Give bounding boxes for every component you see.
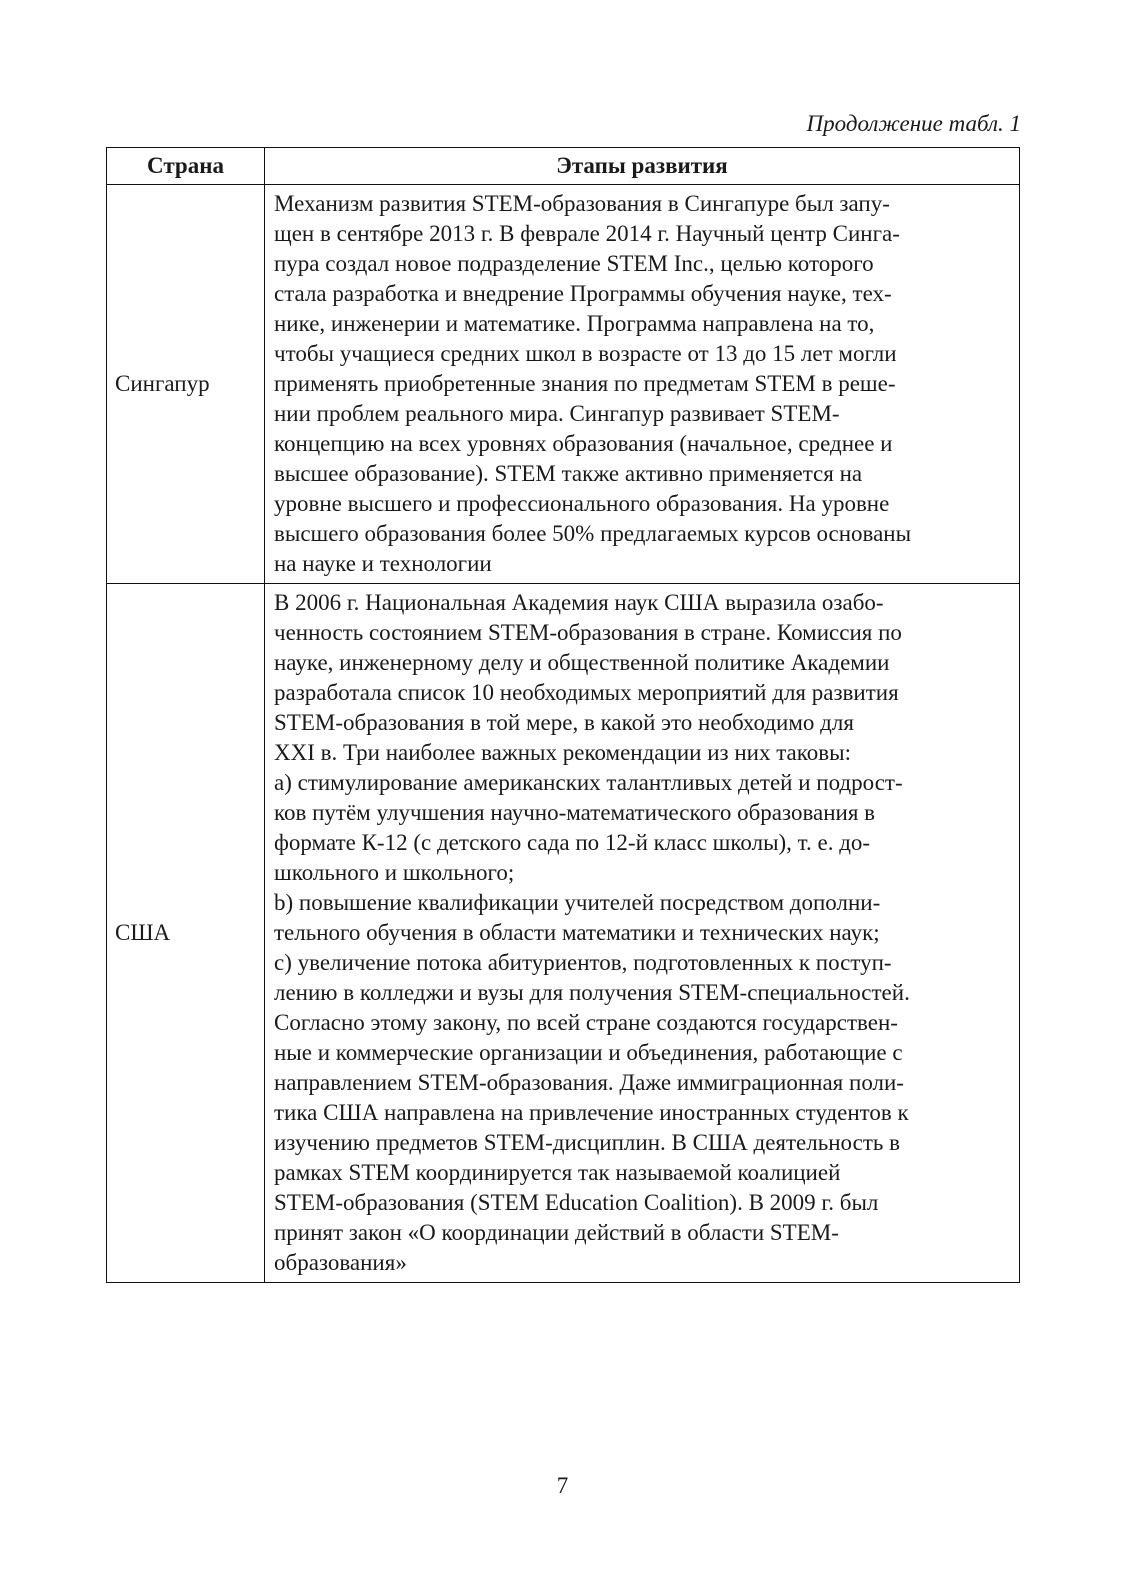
table-body <box>107 185 1020 1283</box>
stages-text-line: применять приобретенные знания по предметам STEM в реше- <box>274 371 896 396</box>
stages-text-line: Согласно этому закону, по всей стране создаются государствен- <box>274 1010 898 1035</box>
stages-text-line: направлением STEM-образования. Даже иммиграционная поли- <box>274 1070 904 1095</box>
table-caption: Продолжение табл. 1 <box>806 111 1021 136</box>
stages-text-line: а) стимулирование американских талантливых детей и подрост- <box>274 770 903 795</box>
stages-text-line: STEM-образования (STEM Education Coalition). В 2009 г. был <box>274 1190 879 1215</box>
stages-text-line: принят закон «О координации действий в области STEM- <box>274 1220 839 1245</box>
stages-text-line: изучению предметов STEM-дисциплин. В США деятельность в <box>274 1130 900 1155</box>
stages-text-line: рамках STEM координируется так называемой коалицией <box>274 1160 841 1185</box>
page-number: 7 <box>556 1473 569 1498</box>
table-header-row <box>107 148 1020 185</box>
stages-text-line: щен в сентябре 2013 г. В феврале 2014 г. Научный центр Синга- <box>274 221 900 246</box>
stages-text-line: науке, инженерному делу и общественной политике Академии <box>274 650 890 675</box>
stages-text-line: пура создал новое подразделение STEM Inc., целью которого <box>274 251 874 276</box>
stages-text-line: c) увеличение потока абитуриентов, подготовленных к поступ- <box>274 950 892 975</box>
stages-cell <box>265 584 1020 1283</box>
stages-text-line: ков путём улучшения научно-математического образования в <box>274 800 876 825</box>
stages-text-line: тика США направлена на привлечение иностранных студентов к <box>274 1100 909 1125</box>
stages-cell <box>265 185 1020 584</box>
header-stages: Этапы развития <box>265 148 1020 185</box>
stages-text-line: В 2006 г. Национальная Академия наук США выразила озабо- <box>274 590 884 615</box>
stages-text-line: высшего образования более 50% предлагаемых курсов основаны <box>274 521 912 546</box>
stages-text-line: лению в колледжи и вузы для получения STEM-специальностей. <box>274 980 910 1005</box>
stages-text-line: образования» <box>274 1250 407 1275</box>
stages-text-line: нии проблем реального мира. Сингапур развивает STEM- <box>274 401 840 426</box>
stages-text-line: формате К-12 (с детского сада по 12-й класс школы), т. е. до- <box>274 830 871 855</box>
header-country: Страна <box>107 148 265 185</box>
stages-text-line: ченность состоянием STEM-образования в стране. Комиссия по <box>274 620 902 645</box>
stages-text-line: b) повышение квалификации учителей посредством дополни- <box>274 890 881 915</box>
stages-text-line: XXI в. Три наиболее важных рекомендации из них таковы: <box>274 740 851 765</box>
stages-text-line: концепцию на всех уровнях образования (начальное, среднее и <box>274 431 893 456</box>
table-row <box>107 185 1020 584</box>
stages-text-line: школьного и школьного; <box>274 860 515 885</box>
stages-text-line: Механизм развития STEM-образования в Сингапуре был запу- <box>274 191 890 216</box>
country-cell: Сингапур <box>107 185 265 584</box>
stages-text-line: ные и коммерческие организации и объединения, работающие с <box>274 1040 903 1065</box>
stages-text-line: разработала список 10 необходимых мероприятий для развития <box>274 680 899 705</box>
stages-text-line: уровне высшего и профессионального образования. На уровне <box>274 491 890 516</box>
stages-text-line: тельного обучения в области математики и технических наук; <box>274 920 880 945</box>
country-cell: США <box>107 584 265 1283</box>
stages-text-line: стала разработка и внедрение Программы обучения науке, тех- <box>274 281 892 306</box>
stages-text-line: высшее образование). STEM также активно применяется на <box>274 461 863 486</box>
stages-text-line: STEM-образования в той мере, в какой это необходимо для <box>274 710 854 735</box>
stages-text-line: на науке и технологии <box>274 551 492 576</box>
table-row <box>107 584 1020 1283</box>
stages-text-line: нике, инженерии и математике. Программа направлена на то, <box>274 311 875 336</box>
stages-text-line: чтобы учащиеся средних школ в возрасте от 13 до 15 лет могли <box>274 341 897 366</box>
stem-stages-table <box>106 147 1020 1283</box>
